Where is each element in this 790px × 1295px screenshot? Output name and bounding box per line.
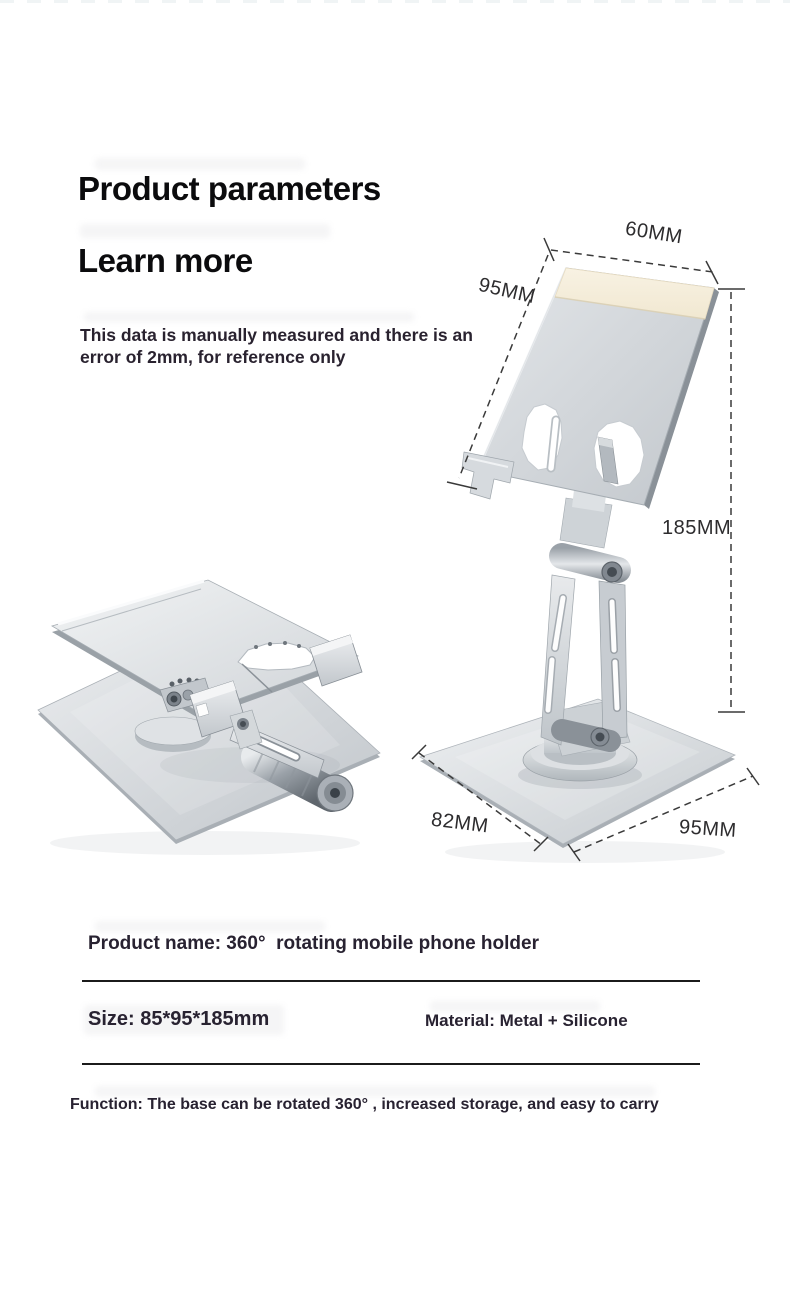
ghost-3 bbox=[84, 312, 414, 322]
spec-product-name: Product name: 360° rotating mobile phone holder bbox=[88, 933, 539, 954]
ghost-4 bbox=[95, 921, 325, 932]
disclaimer-line-2: error of 2mm, for reference only bbox=[80, 347, 346, 368]
subtitle: Learn more bbox=[78, 242, 253, 279]
divider-1 bbox=[82, 980, 700, 982]
dim-top-width: 60MM bbox=[623, 217, 685, 249]
disclaimer-line-1: This data is manually measured and there is an bbox=[80, 325, 473, 345]
spec-function: Function: The base can be rotated 360° , increased storage, and easy to carry bbox=[70, 1096, 659, 1113]
spec-material: Material: Metal + Silicone bbox=[425, 1011, 628, 1030]
spec-size: Size: 85*95*185mm bbox=[88, 1008, 270, 1030]
dim-front-height: 95MM bbox=[476, 273, 538, 309]
ghost-2 bbox=[80, 224, 330, 238]
ghost-1 bbox=[95, 158, 305, 170]
cropped-text-artifact bbox=[0, 0, 790, 3]
product-photo-standing bbox=[405, 215, 775, 875]
standing-upper-bracket bbox=[560, 490, 612, 548]
dim-base-width: 95MM bbox=[678, 816, 738, 842]
divider-2 bbox=[82, 1063, 700, 1065]
dim-base-depth: 82MM bbox=[429, 808, 490, 838]
standing-shadow bbox=[445, 841, 725, 863]
folded-shadow bbox=[50, 831, 360, 855]
product-photo-folded bbox=[20, 555, 410, 860]
page-title: Product parameters bbox=[78, 170, 381, 207]
dim-total-height: 185MM bbox=[662, 517, 732, 539]
